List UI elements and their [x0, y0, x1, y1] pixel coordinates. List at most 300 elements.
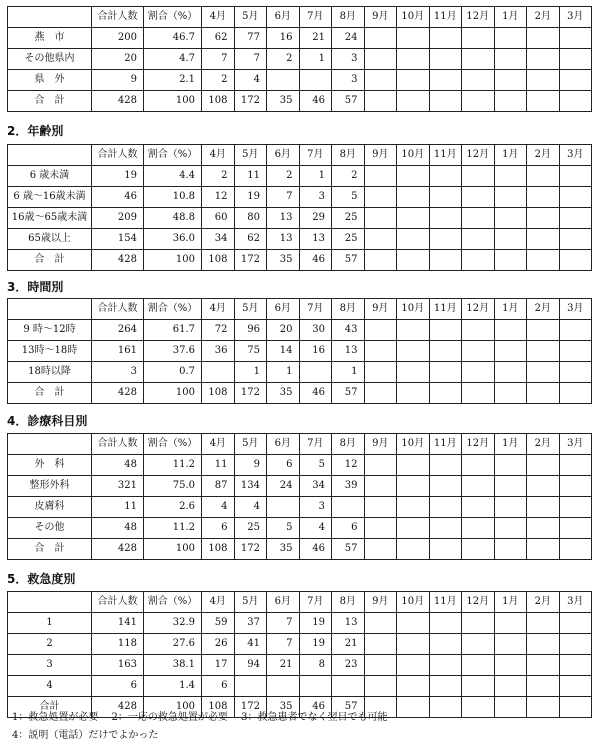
month-cell: 7 [202, 49, 235, 70]
month-cell: 12 [202, 187, 235, 208]
row-ratio: 2.1 [144, 70, 202, 91]
month-cell [559, 28, 592, 49]
table-row [8, 250, 592, 271]
month-cell [429, 383, 462, 404]
month-cell [494, 187, 527, 208]
table-row [8, 362, 592, 383]
row-total: 428 [92, 539, 144, 560]
month-cell [462, 697, 495, 718]
row-total: 163 [92, 655, 144, 676]
row-total: 141 [92, 613, 144, 634]
month-cell [462, 70, 495, 91]
month-cell [527, 497, 560, 518]
month-cell [267, 70, 300, 91]
row-total: 428 [92, 383, 144, 404]
month-cell: 12 [332, 455, 365, 476]
month-cell [494, 320, 527, 341]
note-line-2: 4：説明（電話）だけでよかった [12, 730, 159, 741]
header-month: 2月 [527, 592, 560, 613]
month-cell: 20 [267, 320, 300, 341]
month-cell: 3 [299, 497, 332, 518]
row-ratio: 100 [144, 383, 202, 404]
month-cell: 25 [332, 208, 365, 229]
month-cell: 172 [234, 539, 267, 560]
month-cell [429, 208, 462, 229]
table-row [8, 539, 592, 560]
header-month: 2月 [527, 145, 560, 166]
month-cell [364, 518, 397, 539]
row-ratio: 37.6 [144, 341, 202, 362]
header-month: 9月 [364, 592, 397, 613]
header-month: 4月 [202, 299, 235, 320]
month-cell: 3 [299, 187, 332, 208]
month-cell [397, 229, 430, 250]
row-ratio: 36.0 [144, 229, 202, 250]
header-month: 11月 [429, 299, 462, 320]
month-cell [559, 497, 592, 518]
table-row [8, 28, 592, 49]
row-ratio: 100 [144, 697, 202, 718]
table-row [8, 476, 592, 497]
table-row [8, 497, 592, 518]
month-cell: 46 [299, 697, 332, 718]
month-cell [559, 229, 592, 250]
month-cell: 5 [299, 455, 332, 476]
month-cell: 46 [299, 539, 332, 560]
month-cell: 1 [234, 362, 267, 383]
row-label: 合 計 [8, 250, 92, 271]
month-cell [429, 91, 462, 112]
month-cell [364, 229, 397, 250]
row-ratio: 32.9 [144, 613, 202, 634]
header-month: 3月 [559, 7, 592, 28]
header-month: 11月 [429, 145, 462, 166]
month-cell: 1 [299, 49, 332, 70]
header-row [8, 592, 592, 613]
month-cell [559, 70, 592, 91]
month-cell: 172 [234, 250, 267, 271]
month-cell [397, 697, 430, 718]
month-cell [397, 49, 430, 70]
row-ratio: 2.6 [144, 497, 202, 518]
month-cell: 13 [332, 341, 365, 362]
month-cell [429, 476, 462, 497]
table-region [7, 6, 592, 112]
header-month: 12月 [462, 299, 495, 320]
month-cell: 43 [332, 320, 365, 341]
month-cell [494, 229, 527, 250]
month-cell: 24 [267, 476, 300, 497]
month-cell [364, 28, 397, 49]
month-cell [364, 634, 397, 655]
header-ratio: 割合（%） [144, 7, 202, 28]
month-cell [397, 70, 430, 91]
header-month: 10月 [397, 592, 430, 613]
row-total: 200 [92, 28, 144, 49]
row-ratio: 100 [144, 539, 202, 560]
table-urgency [7, 591, 592, 718]
header-month: 1月 [494, 145, 527, 166]
month-cell: 1 [299, 166, 332, 187]
month-cell [397, 250, 430, 271]
month-cell [299, 676, 332, 697]
row-label: 燕 市 [8, 28, 92, 49]
month-cell [462, 28, 495, 49]
month-cell [332, 676, 365, 697]
table-row [8, 341, 592, 362]
month-cell: 108 [202, 539, 235, 560]
row-label: その他 [8, 518, 92, 539]
month-cell: 6 [202, 518, 235, 539]
row-label: 県 外 [8, 70, 92, 91]
month-cell [397, 320, 430, 341]
month-cell: 14 [267, 341, 300, 362]
month-cell [429, 539, 462, 560]
row-total: 9 [92, 70, 144, 91]
month-cell [397, 91, 430, 112]
month-cell: 21 [299, 28, 332, 49]
month-cell [364, 613, 397, 634]
month-cell [559, 320, 592, 341]
month-cell: 13 [299, 229, 332, 250]
table-row [8, 676, 592, 697]
header-ratio: 割合（%） [144, 434, 202, 455]
month-cell: 4 [234, 70, 267, 91]
month-cell: 108 [202, 383, 235, 404]
row-ratio: 38.1 [144, 655, 202, 676]
month-cell [429, 229, 462, 250]
month-cell [527, 49, 560, 70]
month-cell [429, 187, 462, 208]
row-ratio: 100 [144, 250, 202, 271]
row-total: 19 [92, 166, 144, 187]
month-cell [397, 187, 430, 208]
table-row [8, 655, 592, 676]
row-label: その他県内 [8, 49, 92, 70]
header-month: 9月 [364, 145, 397, 166]
heading-urgency: 5．救急度別 [7, 572, 76, 586]
table-age [7, 144, 592, 271]
month-cell [364, 320, 397, 341]
month-cell: 34 [202, 229, 235, 250]
header-month: 2月 [527, 7, 560, 28]
month-cell [299, 362, 332, 383]
month-cell [559, 655, 592, 676]
header-month: 2月 [527, 299, 560, 320]
month-cell: 6 [202, 676, 235, 697]
header-month: 10月 [397, 145, 430, 166]
header-month: 11月 [429, 592, 462, 613]
month-cell: 9 [234, 455, 267, 476]
header-row [8, 299, 592, 320]
month-cell [364, 497, 397, 518]
month-cell: 57 [332, 250, 365, 271]
month-cell: 6 [267, 455, 300, 476]
month-cell [429, 497, 462, 518]
table-time [7, 298, 592, 404]
row-total: 428 [92, 697, 144, 718]
row-label: 18時以降 [8, 362, 92, 383]
row-total: 46 [92, 187, 144, 208]
table-row [8, 70, 592, 91]
month-cell [559, 613, 592, 634]
heading-age: 2．年齢別 [7, 124, 64, 138]
table-dept [7, 433, 592, 560]
header-month: 5月 [234, 592, 267, 613]
month-cell: 46 [299, 383, 332, 404]
month-cell: 23 [332, 655, 365, 676]
row-total: 3 [92, 362, 144, 383]
month-cell: 16 [299, 341, 332, 362]
month-cell [462, 655, 495, 676]
month-cell [364, 383, 397, 404]
month-cell [494, 518, 527, 539]
header-row [8, 7, 592, 28]
row-label: 13時～18時 [8, 341, 92, 362]
month-cell [494, 497, 527, 518]
table-row [8, 320, 592, 341]
header-month: 12月 [462, 434, 495, 455]
month-cell: 5 [267, 518, 300, 539]
month-cell: 2 [202, 166, 235, 187]
month-cell: 108 [202, 91, 235, 112]
month-cell [267, 676, 300, 697]
table-row [8, 383, 592, 404]
month-cell [494, 91, 527, 112]
month-cell [559, 91, 592, 112]
row-label: 整形外科 [8, 476, 92, 497]
row-ratio: 4.4 [144, 166, 202, 187]
month-cell [364, 455, 397, 476]
month-cell [527, 655, 560, 676]
month-cell [527, 383, 560, 404]
header-month: 7月 [299, 434, 332, 455]
header-total: 合計人数 [92, 145, 144, 166]
row-ratio: 0.7 [144, 362, 202, 383]
header-month: 7月 [299, 145, 332, 166]
header-month: 7月 [299, 299, 332, 320]
header-month: 3月 [559, 299, 592, 320]
month-cell [364, 539, 397, 560]
row-total: 20 [92, 49, 144, 70]
month-cell: 8 [299, 655, 332, 676]
month-cell [397, 655, 430, 676]
header-month: 5月 [234, 7, 267, 28]
month-cell [527, 676, 560, 697]
header-total: 合計人数 [92, 592, 144, 613]
header-month: 3月 [559, 145, 592, 166]
table-row [8, 187, 592, 208]
row-total: 6 [92, 676, 144, 697]
month-cell [429, 518, 462, 539]
month-cell: 11 [202, 455, 235, 476]
header-blank [8, 592, 92, 613]
month-cell [559, 341, 592, 362]
month-cell [462, 383, 495, 404]
month-cell [527, 518, 560, 539]
header-month: 10月 [397, 7, 430, 28]
month-cell [364, 362, 397, 383]
month-cell [462, 676, 495, 697]
month-cell [364, 166, 397, 187]
month-cell [364, 476, 397, 497]
month-cell [494, 539, 527, 560]
month-cell [397, 539, 430, 560]
month-cell: 21 [267, 655, 300, 676]
month-cell: 3 [332, 49, 365, 70]
month-cell [234, 676, 267, 697]
month-cell [494, 250, 527, 271]
month-cell [429, 676, 462, 697]
header-month: 3月 [559, 592, 592, 613]
header-month: 11月 [429, 434, 462, 455]
month-cell: 1 [332, 362, 365, 383]
month-cell [527, 613, 560, 634]
month-cell: 72 [202, 320, 235, 341]
month-cell [527, 91, 560, 112]
header-month: 6月 [267, 7, 300, 28]
header-ratio: 割合（%） [144, 145, 202, 166]
header-blank [8, 7, 92, 28]
month-cell [364, 91, 397, 112]
month-cell [527, 476, 560, 497]
month-cell [559, 208, 592, 229]
row-total: 209 [92, 208, 144, 229]
month-cell: 21 [332, 634, 365, 655]
month-cell [429, 166, 462, 187]
row-ratio: 10.8 [144, 187, 202, 208]
month-cell [462, 613, 495, 634]
row-ratio: 27.6 [144, 634, 202, 655]
month-cell [397, 28, 430, 49]
month-cell: 87 [202, 476, 235, 497]
heading-time: 3．時間別 [7, 280, 64, 294]
month-cell [397, 383, 430, 404]
month-cell [462, 476, 495, 497]
month-cell [559, 518, 592, 539]
month-cell: 94 [234, 655, 267, 676]
header-month: 11月 [429, 7, 462, 28]
header-month: 6月 [267, 145, 300, 166]
month-cell: 2 [202, 70, 235, 91]
month-cell: 108 [202, 250, 235, 271]
header-month: 12月 [462, 7, 495, 28]
month-cell [462, 250, 495, 271]
month-cell [397, 497, 430, 518]
month-cell [364, 341, 397, 362]
header-month: 10月 [397, 299, 430, 320]
month-cell [559, 250, 592, 271]
header-month: 10月 [397, 434, 430, 455]
month-cell [527, 455, 560, 476]
row-label: 皮膚科 [8, 497, 92, 518]
month-cell: 172 [234, 91, 267, 112]
month-cell [494, 341, 527, 362]
month-cell [364, 655, 397, 676]
month-cell [559, 697, 592, 718]
table-row [8, 455, 592, 476]
table-row [8, 208, 592, 229]
month-cell: 5 [332, 187, 365, 208]
row-total: 11 [92, 497, 144, 518]
row-ratio: 11.2 [144, 518, 202, 539]
row-label: 16歳～65歳未満 [8, 208, 92, 229]
header-month: 5月 [234, 299, 267, 320]
month-cell: 35 [267, 539, 300, 560]
header-month: 8月 [332, 7, 365, 28]
month-cell: 46 [299, 250, 332, 271]
month-cell: 30 [299, 320, 332, 341]
month-cell: 57 [332, 539, 365, 560]
month-cell: 19 [299, 613, 332, 634]
row-total: 264 [92, 320, 144, 341]
month-cell [462, 187, 495, 208]
month-cell [462, 320, 495, 341]
table-row [8, 91, 592, 112]
month-cell: 2 [267, 49, 300, 70]
month-cell [397, 634, 430, 655]
header-month: 9月 [364, 299, 397, 320]
month-cell [559, 187, 592, 208]
header-month: 9月 [364, 7, 397, 28]
header-month: 12月 [462, 145, 495, 166]
month-cell [462, 208, 495, 229]
month-cell: 7 [267, 187, 300, 208]
month-cell [494, 208, 527, 229]
month-cell: 29 [299, 208, 332, 229]
month-cell [267, 497, 300, 518]
month-cell [462, 518, 495, 539]
header-total: 合計人数 [92, 434, 144, 455]
month-cell [462, 229, 495, 250]
month-cell: 7 [267, 613, 300, 634]
month-cell [559, 539, 592, 560]
month-cell [429, 634, 462, 655]
month-cell [527, 539, 560, 560]
month-cell: 13 [332, 613, 365, 634]
month-cell [462, 634, 495, 655]
notes [12, 709, 387, 745]
header-month: 1月 [494, 299, 527, 320]
month-cell: 7 [234, 49, 267, 70]
month-cell [494, 166, 527, 187]
month-cell [494, 70, 527, 91]
month-cell: 60 [202, 208, 235, 229]
month-cell: 59 [202, 613, 235, 634]
header-month: 1月 [494, 434, 527, 455]
month-cell [397, 341, 430, 362]
month-cell [462, 497, 495, 518]
month-cell [494, 28, 527, 49]
month-cell [429, 28, 462, 49]
month-cell [559, 383, 592, 404]
month-cell [527, 634, 560, 655]
row-label: 2 [8, 634, 92, 655]
row-total: 161 [92, 341, 144, 362]
month-cell: 2 [267, 166, 300, 187]
month-cell [494, 613, 527, 634]
month-cell: 13 [267, 229, 300, 250]
month-cell [462, 91, 495, 112]
month-cell [527, 70, 560, 91]
row-ratio: 4.7 [144, 49, 202, 70]
row-label: 6 歳未満 [8, 166, 92, 187]
month-cell [527, 229, 560, 250]
month-cell [429, 341, 462, 362]
row-label: 外 科 [8, 455, 92, 476]
month-cell: 26 [202, 634, 235, 655]
header-month: 5月 [234, 145, 267, 166]
